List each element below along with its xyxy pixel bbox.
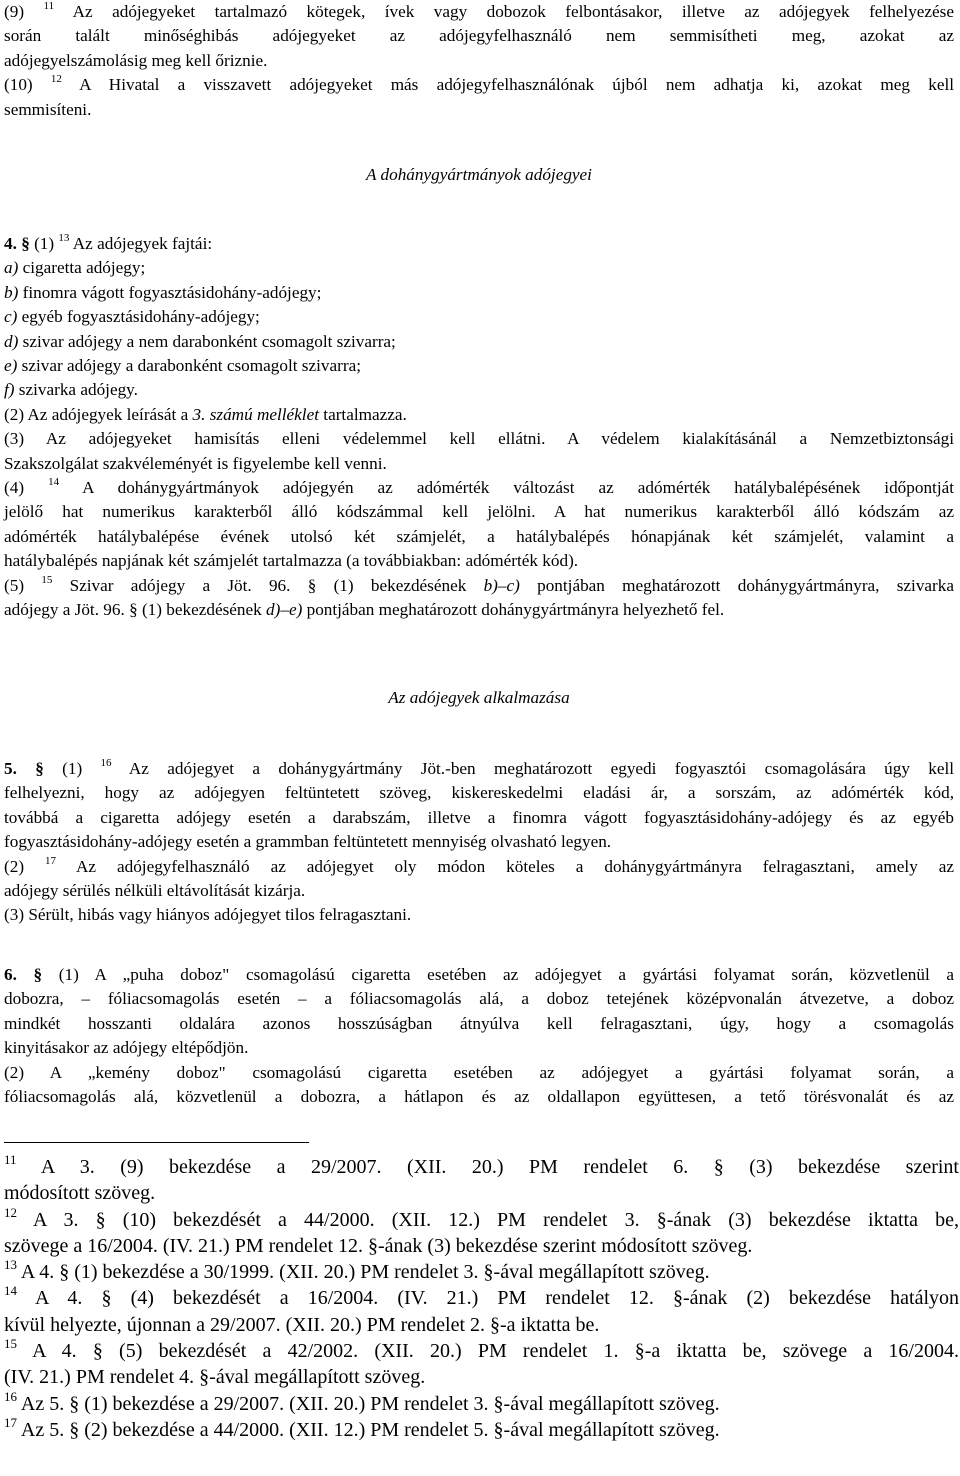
section-4-paragraph-3-line-2: Szakszolgálat szakvéleményét is figyelembe kell venni. (4, 453, 387, 473)
footnote-11-line-1 (4, 1154, 959, 1180)
paragraph-number: (2) (4, 856, 25, 876)
paragraph-number: (5) (4, 575, 25, 595)
section-6-paragraph-2-line-2: fóliacsomagolás alá, közvetlenül a dobozra, a hátlapon és az oldallapon együttesen, a tető törésvonalát és az (4, 1087, 954, 1107)
list-letter: b) (4, 282, 19, 302)
footnote-number: 14 (4, 1283, 17, 1299)
paragraph-text: Az adójegyek fajtái: (69, 234, 213, 253)
section-5-paragraph-1-line-2: felhelyezni, hogy az adójegyen feltüntetett szöveg, kiskereskedelmi eladási ár, a sorszám, az adómérték kód, (4, 783, 954, 803)
section-5-paragraph-1-line-1 (4, 757, 954, 781)
paragraph-text: (1) A „puha doboz" csomagolású cigaretta esetében az adójegyet a gyártási folyamat során, közvetlenül a (42, 965, 955, 984)
list-letter: e) (4, 356, 18, 376)
section-heading-stamp-application: Az adójegyek alkalmazása (388, 688, 570, 707)
paragraph-10-line-2: semmisíteni. (4, 99, 92, 119)
footnote-ref[interactable]: 16 (100, 757, 112, 769)
footnote-12-line-2: szövege a 16/2004. (IV. 21.) PM rendelet 12. §-ának (3) bekezdése szerint módosított szöveg. (4, 1234, 753, 1257)
list-item (4, 354, 954, 378)
footnote-14-line-1 (4, 1285, 959, 1311)
section-4-paragraph-4-line-2: jelölő hat numerikus karakterből álló kódszámmal kell jelölni. A hat numerikus karakterből álló kódszám az (4, 502, 954, 522)
section-3-continuation (4, 0, 954, 122)
section-4-paragraph-2 (4, 403, 954, 427)
section-number: 4. § (4, 234, 30, 253)
section-4-paragraph-4-line-3: adómérték hatálybalépése évének utolsó két számjelét, a hatálybalépés hónapjának két számjelét, valamint a (4, 526, 954, 546)
section-number: 6. § (4, 965, 43, 984)
paragraph-9-line-2: során talált minőséghibás adójegyeket az adójegyfelhasználó nem semmisítheti meg, azokat az (4, 26, 954, 46)
list-letter: a) (4, 258, 19, 278)
list-item (4, 330, 954, 354)
list-text: szivar adójegy a nem darabonként csomagolt szivarra; (18, 331, 396, 351)
paragraph-number: (1) (29, 234, 55, 253)
footnote-ref[interactable]: 11 (43, 0, 55, 12)
paragraph-9-line-3: adójegyelszámolásig meg kell őriznie. (4, 50, 268, 70)
footnote-13 (4, 1259, 959, 1285)
footnote-15-line-1 (4, 1338, 959, 1364)
paragraph-number: (10) (4, 75, 33, 95)
paragraph-text: tartalmazza. (319, 404, 407, 424)
footnote-15-line-2: (IV. 21.) PM rendelet 4. §-ával megállapított szöveg. (4, 1366, 426, 1389)
section-number: 5. § (4, 759, 44, 778)
footnote-number: 15 (4, 1336, 17, 1352)
section-6-paragraph-2-line-1: (2) A „kemény doboz" csomagolású cigaretta esetében az adójegyet a gyártási folyamat során, a (4, 1062, 954, 1082)
section-5-paragraph-2-line-2: adójegy sérülés nélküli eltávolítását kizárja. (4, 881, 306, 901)
footnote-text: Az 5. § (2) bekezdése a 44/2000. (XII. 12.) PM rendelet 5. §-ával megállapított szöveg. (17, 1418, 720, 1441)
section-4-paragraph-5-line-1 (4, 574, 954, 598)
footnote-text: A 4. § (4) bekezdését a 16/2004. (IV. 21.) PM rendelet 12. §-ának (2) bekezdése hatályon (17, 1287, 959, 1310)
list-text: szivar adójegy a darabonként csomagolt szivarra; (17, 356, 361, 376)
paragraph-text: Az adójegyet a dohánygyártmány Jöt.-ben meghatározott egyedi fogyasztói csomagolására úgy kell (111, 759, 955, 778)
point-reference: d)–e) (266, 600, 303, 620)
footnote-number: 16 (4, 1388, 17, 1404)
section-5-paragraph-3: (3) Sérült, hibás vagy hiányos adójegyet tilos felragasztani. (4, 905, 412, 925)
section-4-paragraph-4-line-4: hatálybalépés napjának két számjelét tartalmazza (a továbbiakban: adómérték kód). (4, 551, 579, 571)
list-text: finomra vágott fogyasztásidohány-adójegy; (18, 282, 322, 302)
section-5 (4, 757, 954, 928)
paragraph-text: pontjában meghatározott dohánygyártmányra helyezhető fel. (302, 600, 725, 620)
list-item (4, 281, 954, 305)
list-letter: f) (4, 380, 15, 400)
paragraph-text: pontjában meghatározott dohánygyártmányra, szivarka (519, 575, 955, 595)
footnote-ref[interactable]: 13 (58, 232, 70, 244)
footnote-number: 13 (4, 1257, 17, 1273)
list-text: szivarka adójegy. (14, 380, 138, 400)
point-reference: b)–c) (483, 575, 520, 595)
footnote-text: A 4. § (1) bekezdése a 30/1999. (XII. 20.) PM rendelet 3. §-ával megállapított szöveg. (17, 1261, 710, 1284)
list-item (4, 378, 954, 402)
paragraph-text: (2) Az adójegyek leírását a (4, 404, 193, 424)
section-5-paragraph-1-line-3: továbbá a cigaretta adójegy esetén a darabszám, illetve a finomra vágott fogyasztásidohány-adójegy és az egyéb (4, 807, 954, 827)
paragraph-text: adójegy a Jöt. 96. § (1) bekezdésének (4, 600, 267, 620)
section-4-paragraph-1 (4, 232, 954, 256)
footnote-17 (4, 1414, 959, 1443)
section-6 (4, 963, 954, 1109)
paragraph-text: Az adójegyeket tartalmazó kötegek, ívek vagy dobozok felbontásakor, illetve az adójegyek felhelyezése (54, 2, 954, 21)
footnotes (4, 1154, 959, 1443)
section-4-paragraph-5-line-2 (4, 598, 954, 622)
footnote-number: 17 (4, 1414, 17, 1430)
paragraph-number: (4) (4, 478, 25, 498)
section-4 (4, 232, 954, 623)
list-letter: c) (4, 307, 18, 327)
paragraph-text: A Hivatal a visszavett adójegyeket más adójegyfelhasználónak újból nem adhatja ki, azokat meg kell (61, 75, 954, 95)
section-6-paragraph-1-line-1 (4, 963, 954, 987)
section-6-paragraph-1-line-2: dobozra, – fóliacsomagolás esetén – a fóliacsomagolás alá, a doboz tetejének középvonalán átvezetve, a doboz (4, 989, 954, 1009)
paragraph-9-line-1 (4, 0, 954, 24)
section-6-paragraph-1-line-3: mindkét hosszanti oldalára azonos hosszúságban átnyúlva kell felragasztani, úgy, hogy a csomagolás (4, 1013, 954, 1033)
list-letter: d) (4, 331, 19, 351)
section-4-paragraph-3-line-1: (3) Az adójegyeket hamisítás elleni védelemmel kell ellátni. A védelem kialakításánál a Nemzetbiztonsági (4, 429, 954, 449)
section-heading-tobacco-stamps: A dohánygyártmányok adójegyei (366, 165, 592, 184)
section-5-paragraph-1-line-4: fogyasztásidohány-adójegy esetén a grammban feltüntetett mennyiség olvasható legyen. (4, 832, 612, 852)
paragraph-text: A dohánygyártmányok adójegyén az adómérték változást az adómérték hatálybalépésének időpontját (59, 478, 954, 498)
footnote-11-line-2: módosított szöveg. (4, 1182, 156, 1205)
section-4-paragraph-4-line-1 (4, 476, 954, 500)
footnote-16 (4, 1388, 959, 1417)
footnote-12-line-1 (4, 1204, 959, 1233)
footnote-text: Az 5. § (1) bekezdése a 29/2007. (XII. 20.) PM rendelet 3. §-ával megállapított szöveg. (17, 1392, 720, 1415)
footnote-separator (4, 1142, 309, 1143)
annex-reference: 3. számú melléklet (192, 404, 319, 424)
list-text: egyéb fogyasztásidohány-adójegy; (17, 307, 260, 327)
footnote-ref[interactable]: 15 (41, 573, 53, 586)
paragraph-number: (9) (4, 2, 25, 21)
paragraph-text: Szivar adójegy a Jöt. 96. § (1) bekezdésének (52, 575, 484, 595)
footnote-number: 12 (4, 1204, 17, 1220)
footnote-number: 11 (4, 1152, 17, 1167)
footnote-ref[interactable]: 12 (50, 73, 62, 86)
footnote-text: A 3. (9) bekezdése a 29/2007. (XII. 20.) PM rendelet 6. § (3) bekezdése szerint (16, 1156, 959, 1178)
list-item (4, 256, 954, 280)
paragraph-10-line-1 (4, 73, 954, 97)
footnote-ref[interactable]: 17 (45, 854, 56, 867)
list-text: cigaretta adójegy; (18, 258, 146, 278)
footnote-14-line-2: kívül helyezte, újonnan a 29/2007. (XII. 20.) PM rendelet 2. §-a iktatta be. (4, 1313, 600, 1336)
section-5-paragraph-2-line-1 (4, 855, 954, 879)
footnote-ref[interactable]: 14 (48, 476, 60, 489)
section-6-paragraph-1-line-4: kinyitásakor az adójegy eltépődjön. (4, 1038, 249, 1058)
paragraph-text: Az adójegyfelhasználó az adójegyet oly módon köteles a dohánygyártmányra felragasztani, amely az (56, 856, 955, 876)
list-item (4, 305, 954, 329)
footnote-text: A 4. § (5) bekezdését a 42/2002. (XII. 20.) PM rendelet 1. §-a iktatta be, szövege a 16/2004. (17, 1340, 959, 1363)
footnote-text: A 3. § (10) bekezdését a 44/2000. (XII. 12.) PM rendelet 3. §-ának (3) bekezdése iktatta be, (17, 1208, 959, 1231)
paragraph-number: (1) (43, 759, 83, 778)
